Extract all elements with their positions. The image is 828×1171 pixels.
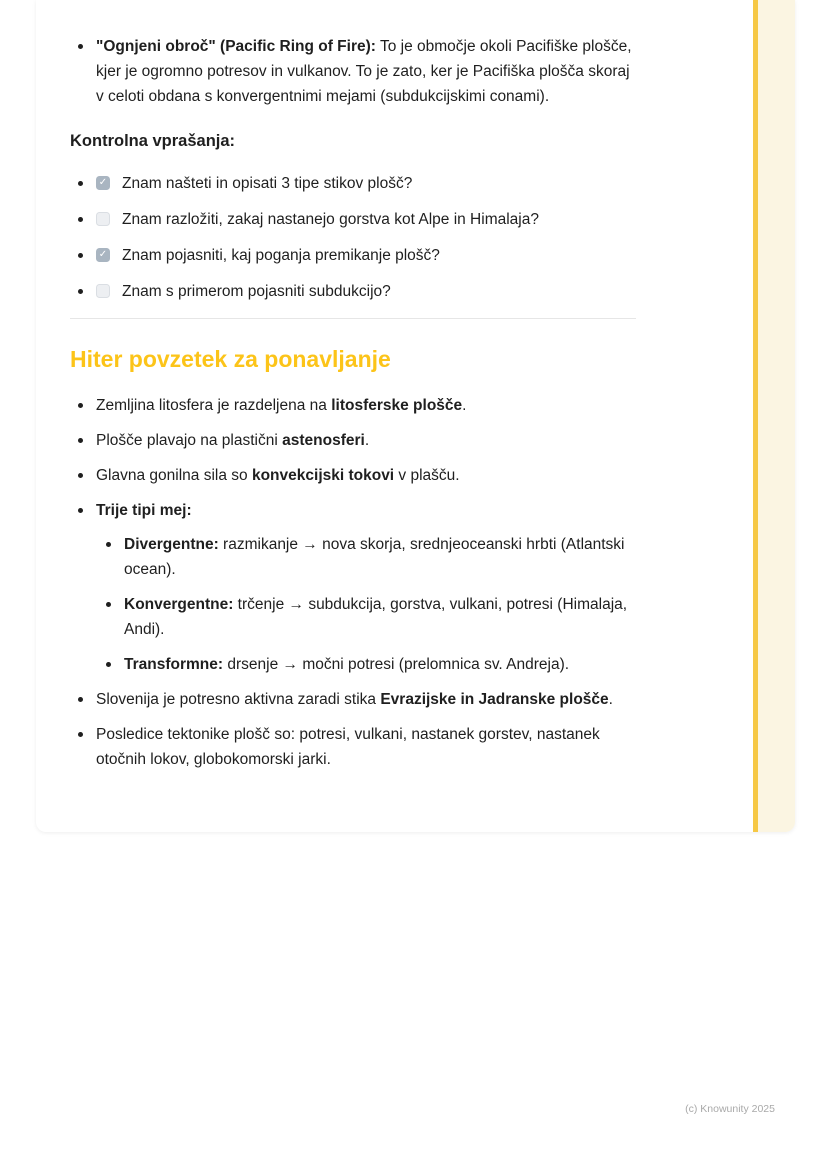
summary-heading: Hiter povzetek za ponavljanje: [70, 346, 391, 372]
nested-list-item: [124, 532, 640, 582]
divider: [70, 318, 636, 319]
checkbox[interactable]: [96, 284, 110, 298]
nested-list-item: [124, 652, 640, 677]
checklist-label: Znam našteti in opisati 3 tipe stikov plošč?: [122, 175, 413, 192]
checklist-item: [96, 243, 640, 268]
text-segment: Zemljina litosfera je razdeljena na: [96, 397, 332, 414]
checklist-label: Znam s primerom pojasniti subdukcijo?: [122, 283, 391, 300]
list-item: [96, 428, 640, 453]
list-item: [96, 722, 640, 772]
list-item: [96, 393, 640, 418]
nested-list-item: [124, 592, 640, 642]
side-strip: [753, 0, 795, 832]
checklist-item: [96, 207, 640, 232]
text-segment: .: [462, 397, 467, 414]
text-segment: .: [608, 691, 613, 708]
checkbox[interactable]: [96, 176, 110, 190]
text-segment-bold: konvekcijski tokovi: [251, 467, 395, 484]
checklist-label: Znam pojasniti, kaj poganja premikanje plošč?: [122, 247, 440, 264]
text-segment: To je območje okoli Pacifiške plošče, kjer je ogromno potresov in vulkanov. To je zato, ker je Pacifiška plošča skoraj v celoti obdana s konvergentnimi mejami (subdukcijskimi conami).: [96, 38, 632, 105]
notes-card: [36, 0, 795, 832]
text-segment-bold: Trije tipi mej:: [96, 502, 192, 519]
boundary-types-list: [96, 532, 640, 677]
footer-copyright: (c) Knowunity 2025: [685, 1103, 775, 1115]
checklist-label: Znam razložiti, zakaj nastanejo gorstva kot Alpe in Himalaja?: [122, 211, 539, 228]
checkbox[interactable]: [96, 248, 110, 262]
text-segment-bold: Konvergentne:: [124, 596, 234, 613]
text-segment: drsenje → močni potresi (prelomnica sv. Andreja).: [223, 656, 570, 673]
list-item: [96, 34, 640, 109]
list-item: [96, 498, 640, 677]
text-segment-bold: "Ognjeni obroč" (Pacific Ring of Fire):: [96, 38, 376, 55]
text-segment: Slovenija je potresno aktivna zaradi stika: [96, 691, 381, 708]
text-segment: .: [364, 432, 370, 449]
control-questions-list: [70, 171, 640, 304]
text-segment-bold: Transformne:: [124, 656, 224, 673]
text-segment: Glavna gonilna sila so: [96, 467, 252, 484]
text-segment: trčenje → subdukcija, gorstva, vulkani, potresi (Himalaja, Andi).: [124, 596, 628, 638]
text-segment: Posledice tektonike plošč so: potresi, vulkani, nastanek gorstev, nastanek otočnih lokov, globokomorski jarki.: [96, 726, 600, 768]
text-segment: v plašču.: [394, 467, 460, 484]
text-segment: Plošče plavajo na plastični: [96, 432, 283, 449]
text-segment: razmikanje → nova skorja, srednjeoceanski hrbti (Atlantski ocean).: [124, 536, 625, 578]
accent-line: [753, 0, 758, 832]
checklist-item: [96, 279, 640, 304]
list-item: [96, 687, 640, 712]
text-segment-bold: Evrazijske in Jadranske plošče: [380, 691, 609, 708]
control-questions-heading: Kontrolna vprašanja:: [70, 132, 236, 150]
card-content: [36, 0, 640, 782]
text-segment-bold: litosferske plošče: [331, 397, 463, 414]
checkbox[interactable]: [96, 212, 110, 226]
ring-of-fire-list: [70, 34, 640, 109]
text-segment-bold: astenosferi: [282, 432, 365, 449]
text-segment-bold: Divergentne:: [124, 536, 219, 553]
checklist-item: [96, 171, 640, 196]
list-item: [96, 463, 640, 488]
summary-list: [70, 393, 640, 772]
